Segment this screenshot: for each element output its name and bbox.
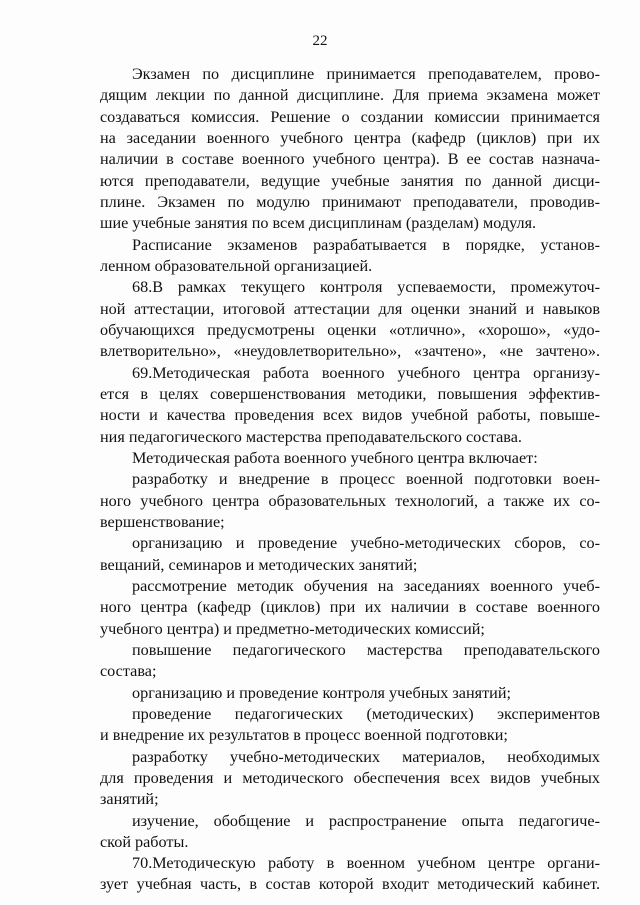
text-line: 68.В рамках текущего контроля успеваемости, промежуточ- <box>132 278 600 296</box>
text-line: ской работы. <box>100 833 189 851</box>
text-line: обучающихся предусмотрены оценки «отлично», «хорошо», «удо- <box>100 321 600 339</box>
text-line: организацию и проведение учебно-методических сборов, со- <box>132 534 600 552</box>
text-line: и внедрение их результатов в процесс военной подготовки; <box>100 726 508 744</box>
text-line: разработку учебно-методических материалов, необходимых <box>132 748 600 766</box>
text-line: на заседании военного учебного центра (кафедр (циклов) при их <box>100 129 600 147</box>
text-line: Методическая работа военного учебного центра включает: <box>132 449 538 467</box>
text-line: 69.Методическая работа военного учебного центра организу- <box>132 364 600 382</box>
page-number: 22 <box>312 33 328 49</box>
text-line: ной аттестации, итоговой аттестации для оценки знаний и навыков <box>100 300 600 318</box>
text-line: наличии в составе военного учебного центра). В ее состав назнача- <box>100 150 600 168</box>
text-line: 70.Методическую работу в военном учебном центре органи- <box>132 854 600 872</box>
text-line: занятий; <box>100 790 159 808</box>
text-line: шие учебные занятия по всем дисциплинам (разделам) модуля. <box>100 214 537 232</box>
text-line: для проведения и методического обеспечения всех видов учебных <box>100 769 600 787</box>
text-line: зует учебная часть, в состав которой входит методический кабинет. <box>100 875 600 893</box>
text-line: ленном образовательной организацией. <box>100 257 373 275</box>
text-line: разработку и внедрение в процесс военной подготовки воен- <box>132 470 600 488</box>
text-line: плине. Экзамен по модулю принимают преподаватели, проводив- <box>100 193 600 211</box>
text-line: состава; <box>100 662 157 680</box>
text-line: ного центра (кафедр (циклов) при их наличии в составе военного <box>100 598 600 616</box>
text-line: вершенствование; <box>100 513 225 531</box>
text-line: ности и качества проведения всех видов учебной работы, повыше- <box>100 406 600 424</box>
text-line: ется в целях совершенствования методики, повышения эффектив- <box>100 385 600 403</box>
text-line: ния педагогического мастерства преподавательского состава. <box>100 428 522 446</box>
text-line: влетворительно», «неудовлетворительно», «зачтено», «не зачтено». <box>100 342 600 360</box>
text-line: ются преподаватели, ведущие учебные занятия по данной дисци- <box>100 172 600 190</box>
text-line: проведение педагогических (методических) экспериментов <box>132 705 600 723</box>
text-line: создаваться комиссия. Решение о создании комиссии принимается <box>100 108 600 126</box>
text-line: изучение, обобщение и распространение опыта педагогиче- <box>132 812 600 830</box>
text-line: организацию и проведение контроля учебных занятий; <box>132 684 511 702</box>
text-line: вещаний, семинаров и методических занятий; <box>100 556 418 574</box>
text-line: ного учебного центра образовательных технологий, а также их со- <box>100 492 600 510</box>
text-line: Расписание экзаменов разрабатывается в порядке, установ- <box>132 236 600 254</box>
text-line: рассмотрение методик обучения на заседаниях военного учеб- <box>132 577 600 595</box>
text-line: Экзамен по дисциплине принимается преподавателем, прово- <box>132 65 600 83</box>
text-line: учебного центра) и предметно-методических комиссий; <box>100 620 485 638</box>
text-line: дящим лекции по данной дисциплине. Для приема экзамена может <box>100 86 600 104</box>
text-line: повышение педагогического мастерства преподавательского <box>132 641 600 659</box>
